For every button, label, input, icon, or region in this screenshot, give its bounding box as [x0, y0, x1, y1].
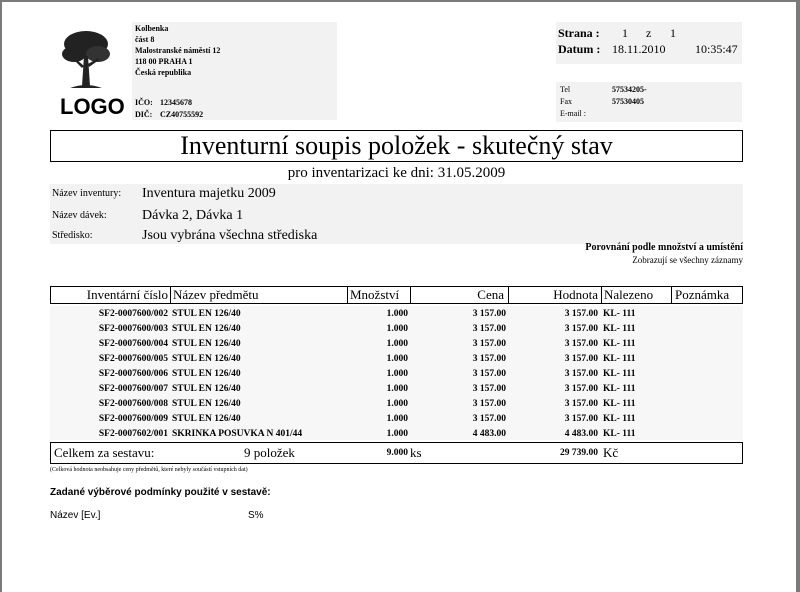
- page-total: 1: [670, 26, 676, 40]
- row-value: 3 157.00: [564, 324, 598, 334]
- totals-quantity-unit: ks: [410, 445, 422, 460]
- inventory-label: Název inventury:: [52, 188, 122, 199]
- row-found: KL- 111: [603, 399, 636, 409]
- col-divider: [601, 286, 602, 304]
- logo-text: LOGO: [60, 94, 125, 119]
- row-item-name: SKRINKA POSUVKA N 401/44: [172, 429, 303, 439]
- row-value: 4 483.00: [564, 429, 598, 439]
- page-number: 1: [622, 26, 628, 40]
- col-divider: [50, 286, 51, 304]
- ico-label: IČO:: [135, 98, 153, 107]
- row-inventory-number: SF2-0007600/008: [98, 399, 168, 409]
- row-found: KL- 111: [603, 414, 636, 424]
- row-item-name: STUL EN 126/40: [172, 384, 241, 394]
- comparison-title: Porovnání podle množství a umístění: [585, 242, 743, 253]
- company-square: Malostranské náměstí 12: [135, 46, 221, 55]
- email-label: E-mail :: [560, 109, 586, 118]
- row-found: KL- 111: [603, 309, 636, 319]
- row-item-name: STUL EN 126/40: [172, 399, 241, 409]
- table-header-border: [50, 303, 743, 304]
- date-label: Datum :: [558, 42, 601, 56]
- batches-value: Dávka 2, Dávka 1: [142, 208, 244, 223]
- header-found: Nalezeno: [604, 287, 654, 302]
- row-value: 3 157.00: [564, 309, 598, 319]
- row-inventory-number: SF2-0007600/002: [98, 309, 168, 319]
- row-value: 3 157.00: [564, 369, 598, 379]
- row-quantity: 1.000: [386, 354, 408, 364]
- col-divider: [508, 286, 509, 304]
- tel-label: Tel: [560, 85, 571, 94]
- ico-value: 12345678: [160, 98, 192, 107]
- header-value: Hodnota: [553, 287, 598, 302]
- company-street: část 8: [135, 35, 155, 44]
- row-found: KL- 111: [603, 339, 636, 349]
- row-inventory-number: SF2-0007600/005: [98, 354, 168, 364]
- row-price: 4 483.00: [472, 429, 506, 439]
- row-price: 3 157.00: [472, 369, 506, 379]
- tel-value: 57534205-: [612, 85, 647, 94]
- totals-label: Celkem za sestavu:: [54, 445, 155, 460]
- row-price: 3 157.00: [472, 354, 506, 364]
- totals-value: 29 739.00: [560, 448, 598, 458]
- row-quantity: 1.000: [386, 309, 408, 319]
- row-price: 3 157.00: [472, 399, 506, 409]
- col-divider: [671, 286, 672, 304]
- totals-currency: Kč: [603, 445, 619, 460]
- report-subtitle: pro inventarizaci ke dni: 31.05.2009: [287, 165, 506, 181]
- col-divider: [170, 286, 171, 304]
- fax-label: Fax: [560, 97, 572, 106]
- col-divider: [410, 286, 411, 304]
- row-value: 3 157.00: [564, 414, 598, 424]
- tree-logo-icon: [60, 28, 112, 90]
- dic-value: CZ40755592: [160, 110, 204, 119]
- dic-label: DIČ:: [135, 110, 153, 119]
- page-label: Strana :: [558, 26, 600, 40]
- row-price: 3 157.00: [472, 309, 506, 319]
- header-item-name: Název předmětu: [173, 287, 259, 302]
- row-price: 3 157.00: [472, 384, 506, 394]
- row-quantity: 1.000: [386, 414, 408, 424]
- batches-label: Název dávek:: [52, 210, 107, 221]
- row-quantity: 1.000: [386, 399, 408, 409]
- center-value: Jsou vybrána všechna střediska: [142, 228, 318, 243]
- criteria-field-value: S%: [248, 510, 264, 521]
- inventory-value: Inventura majetku 2009: [142, 186, 276, 201]
- row-quantity: 1.000: [386, 324, 408, 334]
- window-right-border: [796, 0, 800, 592]
- row-item-name: STUL EN 126/40: [172, 324, 241, 334]
- row-inventory-number: SF2-0007600/004: [98, 339, 168, 349]
- row-found: KL- 111: [603, 369, 636, 379]
- window-top-border: [0, 0, 800, 2]
- criteria-title: Zadané výběrové podmínky použité v sestavě:: [50, 487, 271, 498]
- row-price: 3 157.00: [472, 339, 506, 349]
- company-name: Kolbenka: [135, 24, 169, 33]
- footnote: (Celková hodnota neobsahuje ceny předmětů, které nebyly součástí vstupních dat): [50, 467, 248, 473]
- row-item-name: STUL EN 126/40: [172, 309, 241, 319]
- header-note: Poznámka: [675, 287, 730, 302]
- row-quantity: 1.000: [386, 384, 408, 394]
- row-item-name: STUL EN 126/40: [172, 414, 241, 424]
- totals-items: 9 položek: [244, 445, 295, 460]
- comparison-note: Zobrazují se všechny záznamy: [632, 255, 743, 265]
- row-item-name: STUL EN 126/40: [172, 339, 241, 349]
- row-inventory-number: SF2-0007600/003: [98, 324, 168, 334]
- report-title: Inventurní soupis položek - skutečný stav: [50, 130, 743, 162]
- center-label: Středisko:: [52, 230, 93, 241]
- row-value: 3 157.00: [564, 339, 598, 349]
- fax-value: 57530405: [612, 97, 644, 106]
- row-quantity: 1.000: [386, 339, 408, 349]
- row-item-name: STUL EN 126/40: [172, 369, 241, 379]
- header-price: Cena: [477, 287, 504, 302]
- col-divider: [347, 286, 348, 304]
- company-city: 118 00 PRAHA 1: [135, 57, 193, 66]
- row-value: 3 157.00: [564, 384, 598, 394]
- report-date: 18.11.2010: [612, 42, 666, 56]
- row-found: KL- 111: [603, 429, 636, 439]
- criteria-field-label: Název [Ev.]: [50, 510, 101, 521]
- row-value: 3 157.00: [564, 399, 598, 409]
- row-inventory-number: SF2-0007600/007: [98, 384, 168, 394]
- report-time: 10:35:47: [695, 42, 738, 56]
- row-found: KL- 111: [603, 354, 636, 364]
- row-found: KL- 111: [603, 324, 636, 334]
- row-found: KL- 111: [603, 384, 636, 394]
- page-of-label: z: [646, 26, 652, 40]
- col-divider: [742, 286, 743, 304]
- row-item-name: STUL EN 126/40: [172, 354, 241, 364]
- totals-quantity: 9.000: [386, 448, 408, 458]
- header-inventory-number: Inventární číslo: [86, 287, 168, 302]
- row-quantity: 1.000: [386, 369, 408, 379]
- company-country: Česká republika: [135, 68, 192, 77]
- row-quantity: 1.000: [386, 429, 408, 439]
- row-inventory-number: SF2-0007602/001: [98, 429, 168, 439]
- header-quantity: Množství: [350, 287, 400, 302]
- row-price: 3 157.00: [472, 414, 506, 424]
- row-value: 3 157.00: [564, 354, 598, 364]
- row-inventory-number: SF2-0007600/006: [98, 369, 168, 379]
- row-inventory-number: SF2-0007600/009: [98, 414, 168, 424]
- row-price: 3 157.00: [472, 324, 506, 334]
- window-left-border: [0, 0, 2, 592]
